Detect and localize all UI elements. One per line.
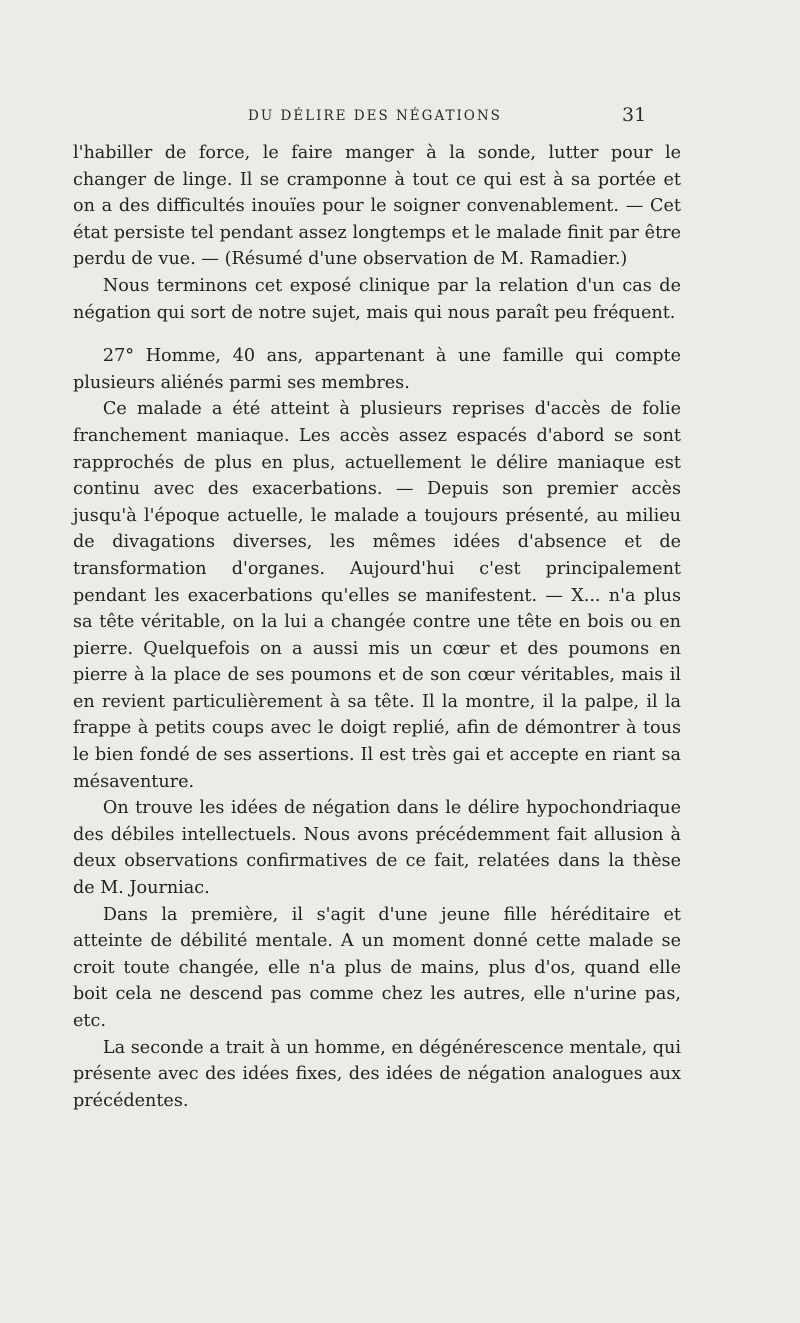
paragraph: La seconde a trait à un homme, en dégénérescence mentale, qui présente avec des idées fixes, des idées de négation analogues aux précédentes. — [73, 1037, 681, 1111]
paragraph: Nous terminons cet exposé clinique par la relation d'un cas de négation qui sort de notre sujet, mais qui nous paraît peu fréquent. — [73, 275, 681, 323]
page-number: 31 — [622, 104, 647, 126]
running-title: DU DÉLIRE DES NÉGATIONS — [248, 108, 502, 124]
paragraph: Dans la première, il s'agit d'une jeune fille héréditaire et atteinte de débilité mentale. A un moment donné cette malade se croit toute changée, elle n'a plus de mains, plus d'os, quand elle boit cela ne descend pas comme chez les autres, elle n'urine pas, etc. — [73, 904, 681, 1031]
paragraph: Ce malade a été atteint à plusieurs reprises d'accès de folie franchement maniaque. Les accès assez espacés d'abord se sont rapprochés de plus en plus, actuellement le délire maniaque est continu avec des exacerbations. — Depuis son premier accès jusqu'à l'époque actuelle, le malade a toujours présenté, au milieu de divagations diverses, les mêmes idées d'absence et de transformation d'organes. Aujourd'hui c'est principalement pendant les exacerbations qu'elles se manifestent. — X... n'a plus sa tête véritable, on la lui a changée contre une tête en bois ou en pierre. Quelquefois on a aussi mis un cœur et des poumons en pierre à la place de ses poumons et de son cœur véritables, mais il en revient particulièrement à sa tête. Il la montre, il la palpe, il la frappe à petits coups avec le doigt replié, afin de démontrer à tous le bien fondé de ses assertions. Il est très gai et accepte en riant sa mésaventure. — [73, 399, 681, 792]
paragraph: l'habiller de force, le faire manger à la sonde, lutter pour le changer de linge. Il se cramponne à tout ce qui est à sa portée et on a des difficultés inouïes pour le soigner convenablement. — Cet état persiste tel pendant assez longtemps et le malade finit par être perdu de vue. — (Résumé d'une observation de M. Ramadier.) — [73, 143, 681, 270]
paragraph: On trouve les idées de négation dans le délire hypochondriaque des débiles intellectuels. Nous avons précédemment fait allusion à deux observations confirmatives de ce fait, relatées dans la thèse de M. Journiac. — [73, 798, 681, 899]
observation-heading: 27° Homme, 40 ans, appartenant à une famille qui compte plusieurs aliénés parmi ses membres. — [73, 346, 681, 393]
body-text — [73, 140, 681, 1114]
